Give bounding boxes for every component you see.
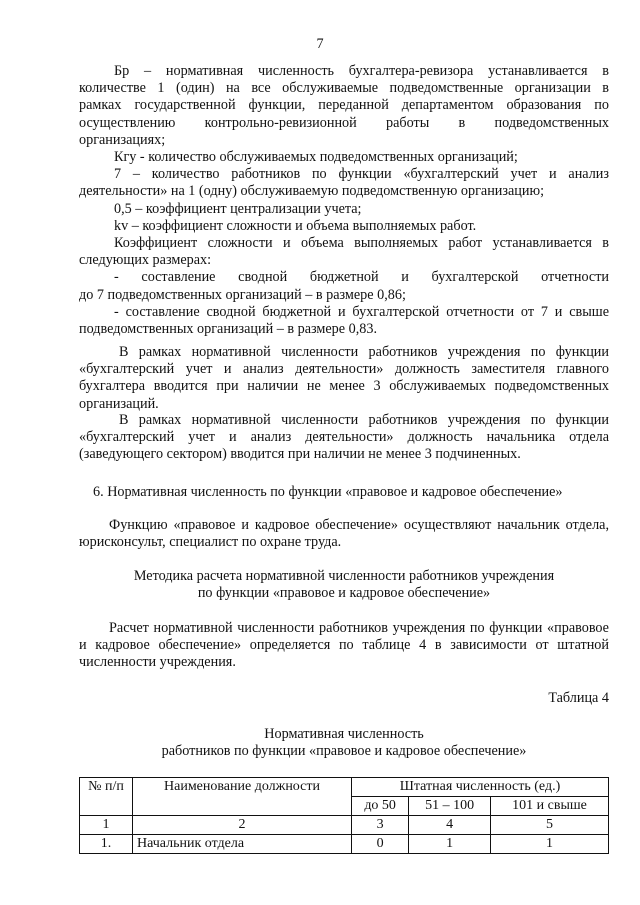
index-cell: 3 — [352, 816, 409, 835]
table-title — [79, 726, 609, 760]
text-line: kv – коэффициент сложности и объема выполняемых работ. — [114, 217, 477, 234]
text-line: подведомственных организаций – в размере 0,83. — [79, 321, 377, 338]
text-line: Методика расчета нормативной численности работников учреждения — [133, 568, 555, 584]
text-line: рамках государственной функции, переданной департаментом образования по — [79, 97, 609, 114]
subheader-cell: 101 и свыше — [490, 797, 608, 816]
text-line: Бр – нормативная численность бухгалтера-ревизора устанавливается в — [114, 63, 609, 79]
text-line: осуществлению контрольно-ревизионной работы в подведомственных — [79, 114, 609, 131]
section-6-heading: 6. Нормативная численность по функции «правовое и кадровое обеспечение» — [93, 484, 563, 500]
row-value: 1 — [490, 835, 608, 854]
text-line: 7 – количество работников по функции «бухгалтерский учет и анализ — [114, 166, 609, 183]
paragraph-head-of-department: В рамках нормативной численности работников учреждения по функции «бухгалтерский учет и анализ деятельности» должность начальника отдела (заведующего сектором) вводится при наличии не менее 3 подчиненных. — [79, 412, 609, 463]
text-line: следующих размерах: — [79, 252, 212, 269]
paragraph-calculation: Расчет нормативной численности работников учреждения по функции «правовое и кадровое обеспечение» определяется по таблице 4 в зависимости от штатной численности учреждения. — [79, 620, 609, 671]
row-value: 1 — [409, 835, 491, 854]
text-line: работников по функции «правовое и кадровое обеспечение» — [161, 743, 527, 760]
subheader-cell: 51 – 100 — [409, 797, 491, 816]
paragraph-br — [79, 63, 609, 338]
table-row — [80, 835, 609, 854]
row-value: 0 — [352, 835, 409, 854]
row-number: 1. — [80, 835, 133, 854]
text-line: 0,5 – коэффициент централизации учета; — [114, 200, 362, 217]
index-cell: 2 — [133, 816, 352, 835]
text-line: количестве 1 (один) на все обслуживаемые подведомственные организации в — [79, 80, 609, 97]
subheader-cell: до 50 — [352, 797, 409, 816]
table-header-row — [80, 778, 609, 797]
page-number: 7 — [316, 36, 324, 52]
text-line: организациях; — [79, 131, 166, 148]
staffing-table — [79, 777, 609, 854]
text-line: Коэффициент сложности и объема выполняемых работ устанавливается в — [114, 235, 609, 252]
paragraph-function-staff: Функцию «правовое и кадровое обеспечение» осуществляют начальник отдела, юрисконсульт, специалист по охране труда. — [79, 517, 609, 551]
table-label: Таблица 4 — [548, 690, 609, 706]
text-line: - составление сводной бюджетной и бухгалтерской отчетности от 7 и свыше — [114, 303, 609, 320]
header-number: № п/п — [80, 778, 133, 816]
text-line: - составление сводной бюджетной и бухгалтерской отчетности — [114, 269, 609, 286]
index-cell: 5 — [490, 816, 608, 835]
text-line: Кгу - количество обслуживаемых подведомственных организаций; — [114, 149, 518, 166]
text-line: до 7 подведомственных организаций – в размере 0,86; — [79, 286, 406, 303]
index-cell: 4 — [409, 816, 491, 835]
header-position: Наименование должности — [133, 778, 352, 816]
text-line: деятельности» на 1 (одну) обслуживаемую подведомственную организацию; — [79, 183, 545, 200]
text-line: по функции «правовое и кадровое обеспечение» — [197, 585, 491, 602]
header-staff-count: Штатная численность (ед.) — [352, 778, 609, 797]
text-line: Нормативная численность — [264, 726, 424, 742]
index-cell: 1 — [80, 816, 133, 835]
row-position: Начальник отдела — [133, 835, 352, 854]
table-index-row — [80, 816, 609, 835]
method-title — [79, 568, 609, 602]
paragraph-deputy-accountant: В рамках нормативной численности работников учреждения по функции «бухгалтерский учет и анализ деятельности» должность заместителя главного бухгалтера вводится при наличии не менее 3 обслуживаемых подведомственных организаций. — [79, 344, 609, 412]
